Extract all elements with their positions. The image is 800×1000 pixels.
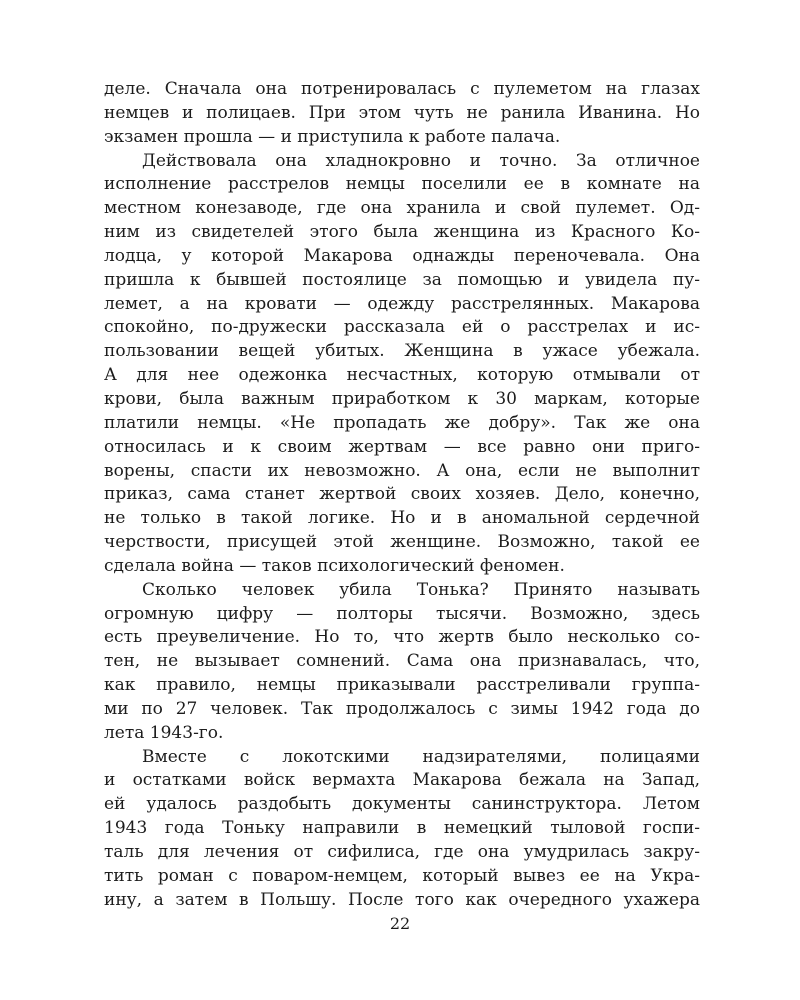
text-line: Вместе с локотскими надзирателями, полицаями (142, 746, 700, 767)
paragraph (104, 746, 700, 913)
text-line: экзамен прошла — и приступила к работе палача. (104, 126, 561, 147)
text-line: лодца, у которой Макарова однажды переночевала. Она (104, 245, 700, 266)
text-line: Сколько человек убила Тонька? Принято называть (142, 579, 700, 600)
text-line: огромную цифру — полторы тысячи. Возможно, здесь (104, 603, 700, 624)
text-line: платили немцы. «Не пропадать же добру». Так же она (104, 412, 700, 433)
text-line: 1943 года Тоньку направили в немецкий тыловой госпи- (104, 818, 700, 839)
text-line: сделала война — таков психологический феномен. (104, 555, 565, 576)
paragraph (104, 579, 700, 746)
text-line: тить роман с поваром-немцем, который вывез ее на Укра- (104, 865, 700, 886)
text-line: лемет, а на кровати — одежду расстрелянных. Макарова (104, 293, 700, 314)
text-line: крови, была важным приработком к 30 маркам, которые (104, 388, 700, 409)
text-line: относилась и к своим жертвам — все равно они приго- (104, 436, 700, 457)
text-line: местном конезаводе, где она хранила и свой пулемет. Од- (104, 198, 700, 219)
text-line: ей удалось раздобыть документы санинструктора. Летом (104, 794, 700, 815)
text-line: приказ, сама станет жертвой своих хозяев. Дело, конечно, (104, 484, 700, 505)
text-line: А для нее одежонка несчастных, которую отмывали от (104, 365, 700, 386)
paragraph (104, 78, 700, 150)
text-line: есть преувеличение. Но то, что жертв было несколько со- (104, 627, 700, 648)
text-line: и остатками войск вермахта Макарова бежала на Запад, (104, 770, 700, 791)
text-line: черствости, присущей этой женщине. Возможно, такой ее (104, 532, 700, 553)
body-text (104, 78, 700, 913)
text-line: таль для лечения от сифилиса, где она умудрилась закру- (104, 842, 700, 862)
text-line: деле. Сначала она потренировалась с пулеметом на глазах (104, 79, 700, 99)
text-line: спокойно, по-дружески рассказала ей о расстрелах и ис- (104, 317, 700, 338)
text-line: не только в такой логике. Но и в аномальной сердечной (104, 508, 700, 529)
paragraph (104, 150, 700, 579)
text-line: немцев и полицаев. При этом чуть не ранила Иванина. Но (104, 102, 700, 123)
text-line: ворены, спасти их невозможно. А она, если не выполнит (104, 460, 700, 481)
text-line: Действовала она хладнокровно и точно. За отличное (142, 150, 700, 171)
text-line: пришла к бывшей постоялице за помощью и увидела пу- (104, 269, 700, 290)
text-line: исполнение расстрелов немцы поселили ее в комнате на (104, 174, 700, 195)
page-number: 22 (389, 914, 411, 933)
text-line: лета 1943-го. (104, 722, 224, 743)
text-line: ним из свидетелей этого была женщина из Красного Ко- (104, 222, 700, 243)
text-line: ми по 27 человек. Так продолжалось с зимы 1942 года до (104, 698, 700, 719)
text-line: ину, а затем в Польшу. После того как очередного ухажера (104, 889, 700, 910)
text-line: тен, не вызывает сомнений. Сама она признавалась, что, (104, 651, 700, 672)
text-line: пользовании вещей убитых. Женщина в ужасе убежала. (104, 341, 700, 362)
text-line: как правило, немцы приказывали расстреливали группа- (104, 675, 700, 696)
